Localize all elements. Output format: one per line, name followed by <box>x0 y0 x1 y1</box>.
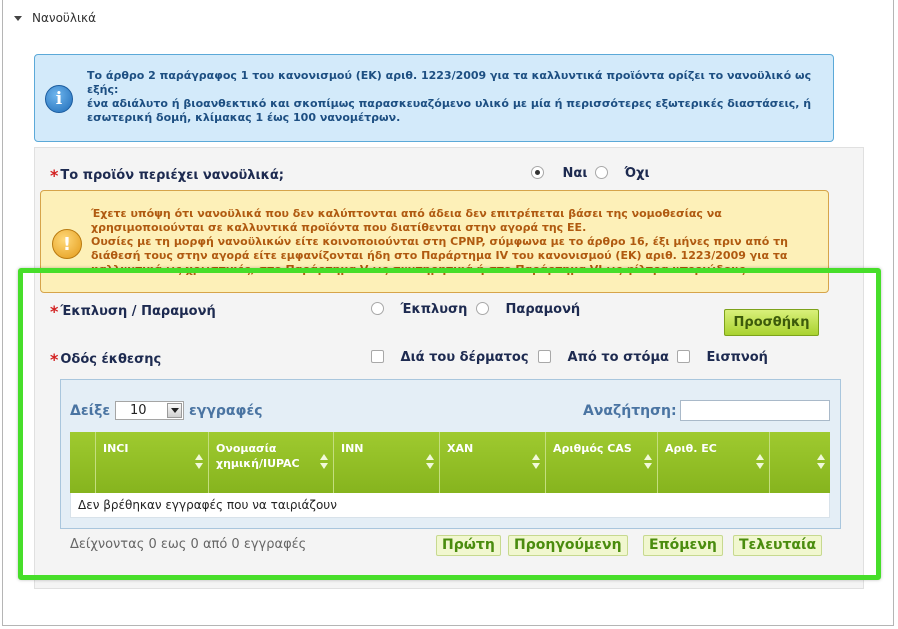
exposure-oral-option[interactable] <box>538 350 669 365</box>
info-text-line2: ένα αδιάλυτο ή βιοανθεκτικό και σκοπίμως παρασκευαζόμενο υλικό με μία ή περισσότερες εξωτερικές διαστάσεις, ή εσωτερική δομή, κλίμακας 1 έως 100 νανομέτρων. <box>87 97 812 124</box>
nano-yes-label: Ναι <box>562 166 588 181</box>
caret-down-icon[interactable] <box>14 16 22 21</box>
column-header-cas[interactable] <box>546 432 658 493</box>
search-label: Αναζήτηση: <box>583 403 677 419</box>
previous-page-button[interactable]: Προηγούμενη <box>508 535 628 556</box>
section-header[interactable] <box>14 11 96 25</box>
column-label: INCI <box>103 442 129 455</box>
column-header-actions[interactable] <box>770 432 830 493</box>
info-text-line1: Το άρθρο 2 παράγραφος 1 του κανονισμού (ΕΚ) αριθ. 1223/2009 για τα καλλυντικά προϊόντα ορίζει το νανοϋλικό ως εξής: <box>87 69 812 96</box>
required-asterisk: * <box>50 350 59 369</box>
nano-no-option[interactable] <box>595 166 650 181</box>
add-button[interactable]: Προσθήκη <box>724 309 819 336</box>
exposure-oral-checkbox[interactable] <box>538 350 551 363</box>
section-title: Νανοϋλικά <box>32 11 97 25</box>
exposure-dermal-label: Διά του δέρματος <box>400 350 529 365</box>
column-header-inn[interactable] <box>334 432 440 493</box>
next-page-button[interactable]: Επόμενη <box>643 535 723 556</box>
column-header-select[interactable] <box>70 432 96 493</box>
rinse-off-radio[interactable] <box>371 302 384 315</box>
warning-text-line1: Έχετε υπόψη ότι νανοϋλικά που δεν καλύπτονται από άδεια δεν επιτρέπεται βάσει της νομοθεσίας να χρησιμοποιούνται σε καλλυντικά προϊόντα που διατίθενται στην αγορά της ΕΕ. <box>91 207 722 234</box>
nano-yes-option[interactable] <box>531 166 587 181</box>
leave-on-label: Παραμονή <box>505 302 581 317</box>
exposure-oral-label: Από το στόμα <box>567 350 669 365</box>
table-info: Δείχνοντας 0 εως 0 από 0 εγγραφές <box>70 537 307 552</box>
nano-no-radio[interactable] <box>595 166 608 179</box>
rinse-off-option[interactable] <box>371 302 467 317</box>
required-asterisk: * <box>50 166 59 185</box>
page-size-value: 10 <box>130 403 147 418</box>
column-header-xan[interactable] <box>440 432 546 493</box>
sort-icon[interactable] <box>817 454 825 470</box>
sort-icon[interactable] <box>644 454 652 470</box>
rinse-label <box>50 302 216 321</box>
nano-question-label <box>50 166 284 185</box>
page-size-select[interactable] <box>115 401 184 420</box>
column-label: INN <box>341 442 364 455</box>
exposure-dermal-checkbox[interactable] <box>371 350 384 363</box>
column-header-ec[interactable] <box>658 432 770 493</box>
info-text <box>87 69 827 125</box>
column-label: XAN <box>447 442 474 455</box>
first-page-button[interactable]: Πρώτη <box>436 535 501 556</box>
search-input[interactable] <box>680 400 830 421</box>
column-header-iupac[interactable] <box>209 432 334 493</box>
exposure-label <box>50 350 161 369</box>
info-message <box>34 54 834 142</box>
column-header-inci[interactable] <box>96 432 209 493</box>
nano-yes-radio[interactable] <box>531 166 544 179</box>
leave-on-option[interactable] <box>476 302 580 317</box>
column-label: Αριθ. EC <box>665 442 717 455</box>
sort-icon[interactable] <box>320 454 328 470</box>
warning-message <box>40 190 829 293</box>
leave-on-radio[interactable] <box>476 302 489 315</box>
nano-no-label: Όχι <box>624 166 650 181</box>
column-label: Ονομασία χημική/IUPAC <box>216 442 300 470</box>
show-entries-label: Δείξε <box>70 403 111 419</box>
rinse-off-label: Έκπλυση <box>400 302 468 317</box>
exposure-inhalation-option[interactable] <box>677 350 768 365</box>
table-header <box>70 432 830 493</box>
sort-icon[interactable] <box>532 454 540 470</box>
sort-icon[interactable] <box>195 454 203 470</box>
dropdown-arrow-icon[interactable] <box>167 403 182 418</box>
last-page-button[interactable]: Τελευταία <box>733 535 822 556</box>
exposure-inhalation-checkbox[interactable] <box>677 350 690 363</box>
warning-icon: ! <box>52 229 82 259</box>
sort-icon[interactable] <box>426 454 434 470</box>
nano-question-text: Το προϊόν περιέχει νανοϋλικά; <box>60 168 284 183</box>
sort-icon[interactable] <box>756 454 764 470</box>
exposure-inhalation-label: Εισπνοή <box>706 350 768 365</box>
rinse-label-text: Έκπλυση / Παραμονή <box>60 304 216 319</box>
column-label: Αριθμός CAS <box>553 442 632 455</box>
info-icon: i <box>45 85 73 113</box>
warning-text-line2: Ουσίες με τη μορφή νανοϋλικών είτε κοινοποιούνται στη CPNP, σύμφωνα με το άρθρο 16, έξι μήνες πριν από τη διάθεσή τους στην αγορά είτε εμφανίζονται ήδη στο Παράρτημα IV του κανονισμού (ΕΚ) αριθ. 1223/2009 για τα καλλυντικά ως χρωστικές, στο Παράρτημα V ως συντηρητικά ή στο Παράρτημα VI ως φίλτρα υπεριώδους. <box>91 235 789 276</box>
table-empty-row: Δεν βρέθηκαν εγγραφές που να ταιριάζουν <box>70 493 830 518</box>
entries-label: εγγραφές <box>189 403 263 419</box>
warning-text <box>91 207 819 277</box>
required-asterisk: * <box>50 302 59 321</box>
exposure-dermal-option[interactable] <box>371 350 529 365</box>
exposure-label-text: Οδός έκθεσης <box>60 352 162 367</box>
